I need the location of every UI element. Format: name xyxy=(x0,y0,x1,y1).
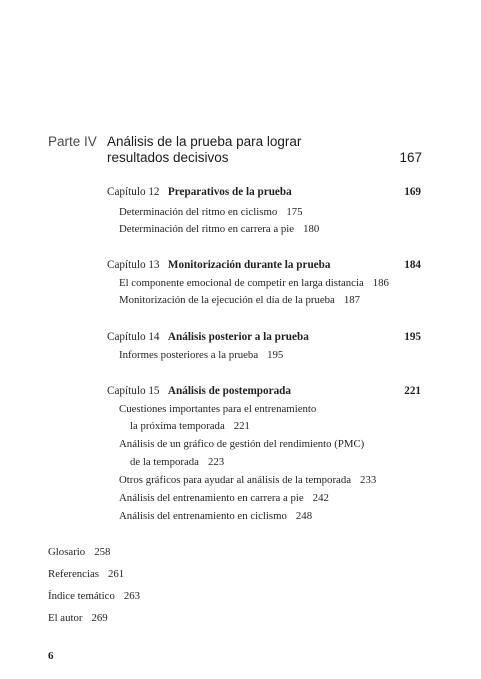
back-matter-item xyxy=(48,612,108,624)
section-title: Otros gráficos para ayudar al análisis de la temporada xyxy=(119,474,352,486)
section-page: 195 xyxy=(267,349,284,361)
section-page: 233 xyxy=(360,474,377,486)
part-label: Parte IV xyxy=(48,134,97,149)
back-matter-item xyxy=(48,546,110,558)
section-page: 242 xyxy=(312,492,329,504)
chapter-title: Análisis posterior a la prueba xyxy=(167,331,309,343)
chapter-13-page: 184 xyxy=(404,259,421,271)
toc-section xyxy=(119,206,303,218)
part-title xyxy=(107,134,301,166)
chapter-label: Capítulo 13 xyxy=(107,259,160,271)
chapter-15-heading xyxy=(107,385,291,397)
chapter-title: Monitorización durante la prueba xyxy=(167,259,331,271)
section-title: Monitorización de la ejecución el día de la prueba xyxy=(119,294,335,306)
toc-section xyxy=(130,420,250,432)
toc-section-line: Cuestiones importantes para el entrenamiento xyxy=(119,403,317,415)
toc-section xyxy=(119,349,283,361)
chapter-label: Capítulo 12 xyxy=(107,186,160,198)
chapter-title: Análisis de postemporada xyxy=(167,385,292,397)
chapter-14-heading xyxy=(107,331,309,343)
back-matter-page: 263 xyxy=(123,590,141,602)
toc-section xyxy=(119,474,376,486)
chapter-15-page: 221 xyxy=(404,385,421,397)
section-title: la próxima temporada xyxy=(130,420,225,432)
back-matter-item xyxy=(48,568,124,580)
section-title: Informes posteriores a la prueba xyxy=(119,349,259,361)
section-page: 186 xyxy=(372,277,389,289)
toc-section xyxy=(119,277,389,289)
section-title: de la temporada xyxy=(130,456,199,468)
back-matter-item xyxy=(48,590,140,602)
toc-section xyxy=(130,456,224,468)
toc-section xyxy=(119,294,360,306)
chapter-title: Preparativos de la prueba xyxy=(167,186,292,198)
chapter-12-page: 169 xyxy=(404,186,421,198)
section-page: 223 xyxy=(207,456,225,468)
back-matter-page: 261 xyxy=(107,568,125,580)
part-title-line1: Análisis de la prueba para lograr xyxy=(107,134,302,149)
section-title: Análisis del entrenamiento en ciclismo xyxy=(119,510,287,522)
toc-section xyxy=(119,223,319,235)
section-page: 180 xyxy=(303,223,320,235)
back-matter-title: El autor xyxy=(48,612,83,624)
back-matter-title: Índice temático xyxy=(48,590,115,602)
toc-section-line: Análisis de un gráfico de gestión del rendimiento (PMC) xyxy=(119,438,365,450)
section-title: El componente emocional de competir en larga distancia xyxy=(119,277,364,289)
chapter-label: Capítulo 15 xyxy=(107,385,160,397)
back-matter-title: Referencias xyxy=(48,568,99,580)
section-title: Determinación del ritmo en ciclismo xyxy=(119,206,278,218)
chapter-13-heading xyxy=(107,259,330,271)
back-matter-title: Glosario xyxy=(48,546,86,558)
toc-section xyxy=(119,510,312,522)
chapter-label: Capítulo 14 xyxy=(107,331,160,343)
chapter-14-page: 195 xyxy=(404,331,421,343)
section-title: Análisis del entrenamiento en carrera a pie xyxy=(119,492,304,504)
part-title-line2: resultados decisivos xyxy=(107,150,229,165)
toc-section xyxy=(119,492,329,504)
chapter-12-heading xyxy=(107,186,292,198)
page-number: 6 xyxy=(48,650,54,662)
part-page-number: 167 xyxy=(399,150,422,165)
section-title: Determinación del ritmo en carrera a pie xyxy=(119,223,295,235)
back-matter-page: 258 xyxy=(94,546,111,558)
section-page: 175 xyxy=(286,206,303,218)
section-page: 248 xyxy=(295,510,313,522)
section-page: 221 xyxy=(233,420,250,432)
section-page: 187 xyxy=(343,294,361,306)
back-matter-page: 269 xyxy=(91,612,108,624)
